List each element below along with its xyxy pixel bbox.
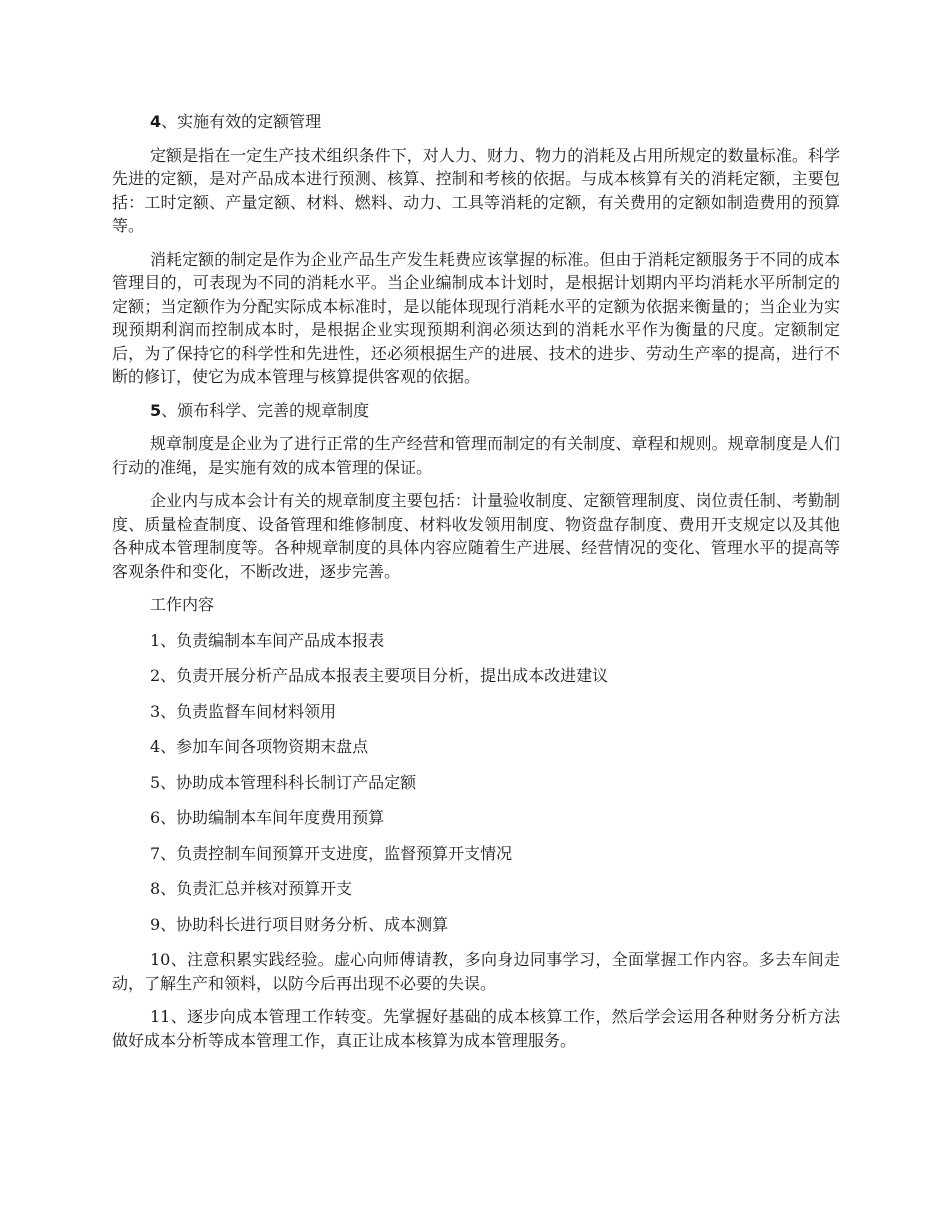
work-item: 6、协助编制本车间年度费用预算 [150, 808, 385, 827]
closing-paragraph: 10、注意积累实践经验。虚心向师傅请教，多向身边同事学习，全面掌握工作内容。多去车间走动，了解生产和领料，以防今后再出现不必要的失误。 [112, 950, 840, 993]
closing-paragraph: 11、逐步向成本管理工作转变。先掌握好基础的成本核算工作，然后学会运用各种财务分析方法做好成本分析等成本管理工作，真正让成本核算为成本管理服务。 [112, 1007, 840, 1050]
work-item: 9、协助科长进行项目财务分析、成本测算 [150, 914, 449, 934]
work-content-heading: 工作内容 [150, 595, 215, 614]
section-5-paragraph: 规章制度是企业为了进行正常的生产经营和管理而制定的有关制度、章程和规则。规章制度是人们行动的准绳，是实施有效的成本管理的保证。 [112, 434, 840, 477]
section-5-number: 5 [150, 400, 162, 420]
work-item: 4、参加车间各项物资期末盘点 [150, 737, 369, 756]
section-4-number: 4 [150, 112, 162, 131]
section-4-heading [112, 110, 840, 134]
work-item: 2、负责开展分析产品成本报表主要项目分析，提出成本改进建议 [150, 666, 609, 685]
work-item: 5、协助成本管理科科长制订产品定额 [150, 772, 417, 792]
work-item: 1、负责编制本车间产品成本报表 [150, 630, 385, 650]
section-4-paragraph: 定额是指在一定生产技术组织条件下，对人力、财力、物力的消耗及占用所规定的数量标准。科学先进的定额，是对产品成本进行预测、核算、控制和考核的依据。与成本核算有关的消耗定额，主要包括：工时定额、产量定额、材料、燃料、动力、工具等消耗的定额，有关费用的定额如制造费用的预算等。 [112, 145, 840, 235]
work-item: 8、负责汇总并核对预算开支 [150, 879, 353, 898]
work-item: 7、负责控制车间预算开支进度，监督预算开支情况 [150, 843, 513, 863]
document-page [112, 110, 840, 1062]
section-5-heading [112, 399, 840, 423]
section-5-paragraph: 企业内与成本会计有关的规章制度主要包括：计量验收制度、定额管理制度、岗位责任制、考勤制度、质量检查制度、设备管理和维修制度、材料收发领用制度、物资盘存制度、费用开支规定以及其他各种成本管理制度等。各种规章制度的具体内容应随着生产进展、经营情况的变化、管理水平的提高等客观条件和变化，不断改进，逐步完善。 [112, 491, 840, 581]
section-5-title: 、颁布科学、完善的规章制度 [161, 400, 370, 420]
work-item: 3、负责监督车间材料领用 [150, 701, 337, 721]
section-4-title: 、实施有效的定额管理 [161, 112, 322, 131]
section-4-paragraph: 消耗定额的制定是作为企业产品生产发生耗费应该掌握的标准。但由于消耗定额服务于不同的成本管理目的，可表现为不同的消耗水平。当企业编制成本计划时，是根据计划期内平均消耗水平所制定的定额；当定额作为分配实际成本标准时，是以能体现现行消耗水平的定额为依据来衡量的；当企业为实现预期利润而控制成本时，是根据企业实现预期利润必须达到的消耗水平作为衡量的尺度。定额制定后，为了保持它的科学性和先进性，还必须根据生产的进展、技术的进步、劳动生产率的提高，进行不断的修订，使它为成本管理与核算提供客观的依据。 [112, 249, 840, 386]
